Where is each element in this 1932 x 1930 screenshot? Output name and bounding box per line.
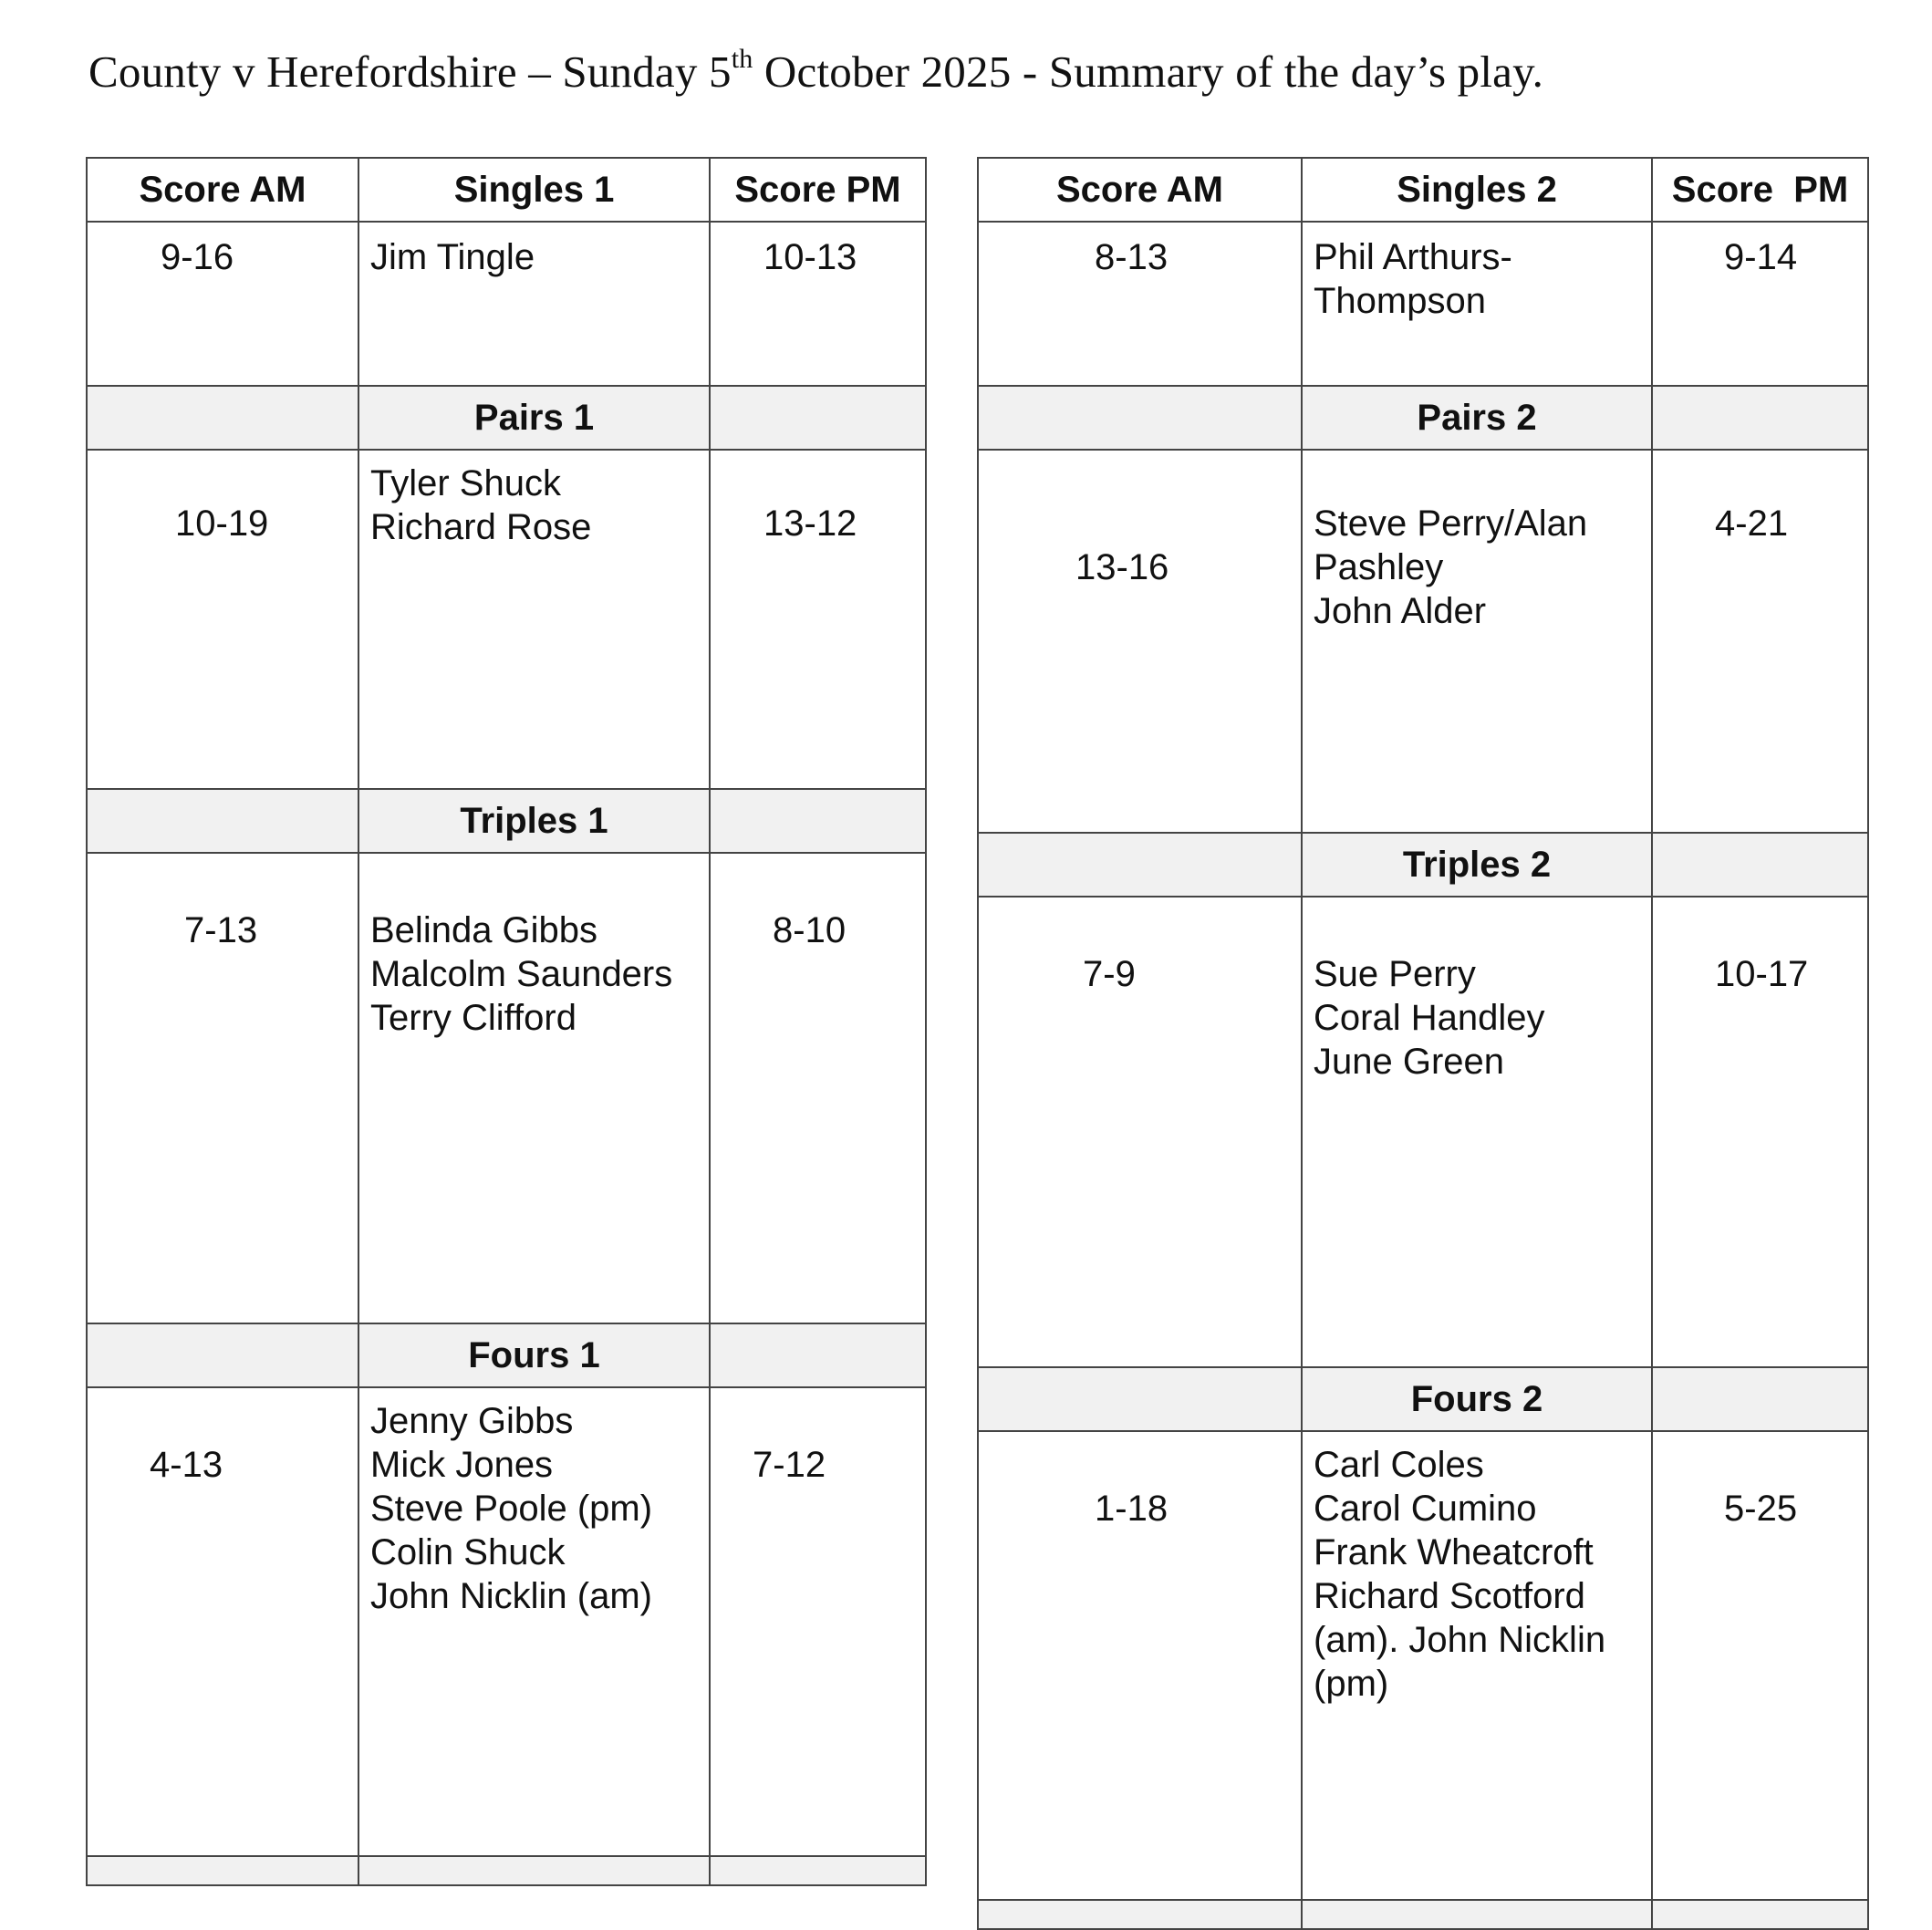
singles-am-score: 8-13	[978, 222, 1302, 386]
pairs-players: Tyler Shuck Richard Rose	[358, 450, 710, 789]
triples-section-row	[978, 833, 1868, 897]
triples-players: Belinda Gibbs Malcolm Saunders Terry Clifford	[358, 853, 710, 1323]
pairs-section-row	[87, 386, 926, 450]
pairs-section-row	[978, 386, 1868, 450]
singles-am-score: 9-16	[87, 222, 358, 386]
triples-pm-score: 8-10	[710, 853, 926, 1323]
singles-players: Jim Tingle	[358, 222, 710, 386]
next-section-row	[87, 1856, 926, 1885]
next-section-row	[978, 1900, 1868, 1929]
triples-section-row	[87, 789, 926, 853]
results-table-right	[977, 157, 1869, 1930]
triples-row	[978, 897, 1868, 1367]
singles-2-header: Singles 2	[1302, 158, 1652, 222]
singles-row	[87, 222, 926, 386]
pairs-pm-score: 13-12	[710, 450, 926, 789]
pairs-row	[87, 450, 926, 789]
triples-1-label: Triples 1	[358, 789, 710, 853]
triples-players: Sue Perry Coral Handley June Green	[1302, 897, 1652, 1367]
triples-pm-score: 10-17	[1652, 897, 1868, 1367]
pairs-pm-score: 4-21	[1652, 450, 1868, 833]
fours-players: Carl Coles Carol Cumino Frank Wheatcroft Richard Scotford (am). John Nicklin (pm)	[1302, 1431, 1652, 1900]
pairs-row	[978, 450, 1868, 833]
fours-1-label: Fours 1	[358, 1323, 710, 1387]
score-pm-header: Score PM	[710, 158, 926, 222]
fours-am-score: 4-13	[87, 1387, 358, 1856]
fours-2-label: Fours 2	[1302, 1367, 1652, 1431]
fours-section-row	[978, 1367, 1868, 1431]
score-am-header: Score AM	[87, 158, 358, 222]
pairs-2-label: Pairs 2	[1302, 386, 1652, 450]
fours-section-row	[87, 1323, 926, 1387]
singles-1-header: Singles 1	[358, 158, 710, 222]
score-am-header: Score AM	[978, 158, 1302, 222]
pairs-am-score: 13-16	[978, 450, 1302, 833]
fours-pm-score: 7-12	[710, 1387, 926, 1856]
header-row	[978, 158, 1868, 222]
fours-players: Jenny Gibbs Mick Jones Steve Poole (pm) Colin Shuck John Nicklin (am)	[358, 1387, 710, 1856]
score-pm-header: Score PM	[1652, 158, 1868, 222]
fours-row	[978, 1431, 1868, 1900]
page-title: County v Herefordshire – Sunday 5th October 2025 - Summary of the day’s play.	[88, 43, 1544, 97]
header-row	[87, 158, 926, 222]
singles-pm-score: 10-13	[710, 222, 926, 386]
triples-am-score: 7-13	[87, 853, 358, 1323]
pairs-am-score: 10-19	[87, 450, 358, 789]
triples-row	[87, 853, 926, 1323]
pairs-1-label: Pairs 1	[358, 386, 710, 450]
results-table-left	[86, 157, 927, 1886]
fours-row	[87, 1387, 926, 1856]
singles-players: Phil Arthurs- Thompson	[1302, 222, 1652, 386]
singles-pm-score: 9-14	[1652, 222, 1868, 386]
singles-row	[978, 222, 1868, 386]
fours-am-score: 1-18	[978, 1431, 1302, 1900]
triples-am-score: 7-9	[978, 897, 1302, 1367]
fours-pm-score: 5-25	[1652, 1431, 1868, 1900]
pairs-players: Steve Perry/Alan Pashley John Alder	[1302, 450, 1652, 833]
triples-2-label: Triples 2	[1302, 833, 1652, 897]
